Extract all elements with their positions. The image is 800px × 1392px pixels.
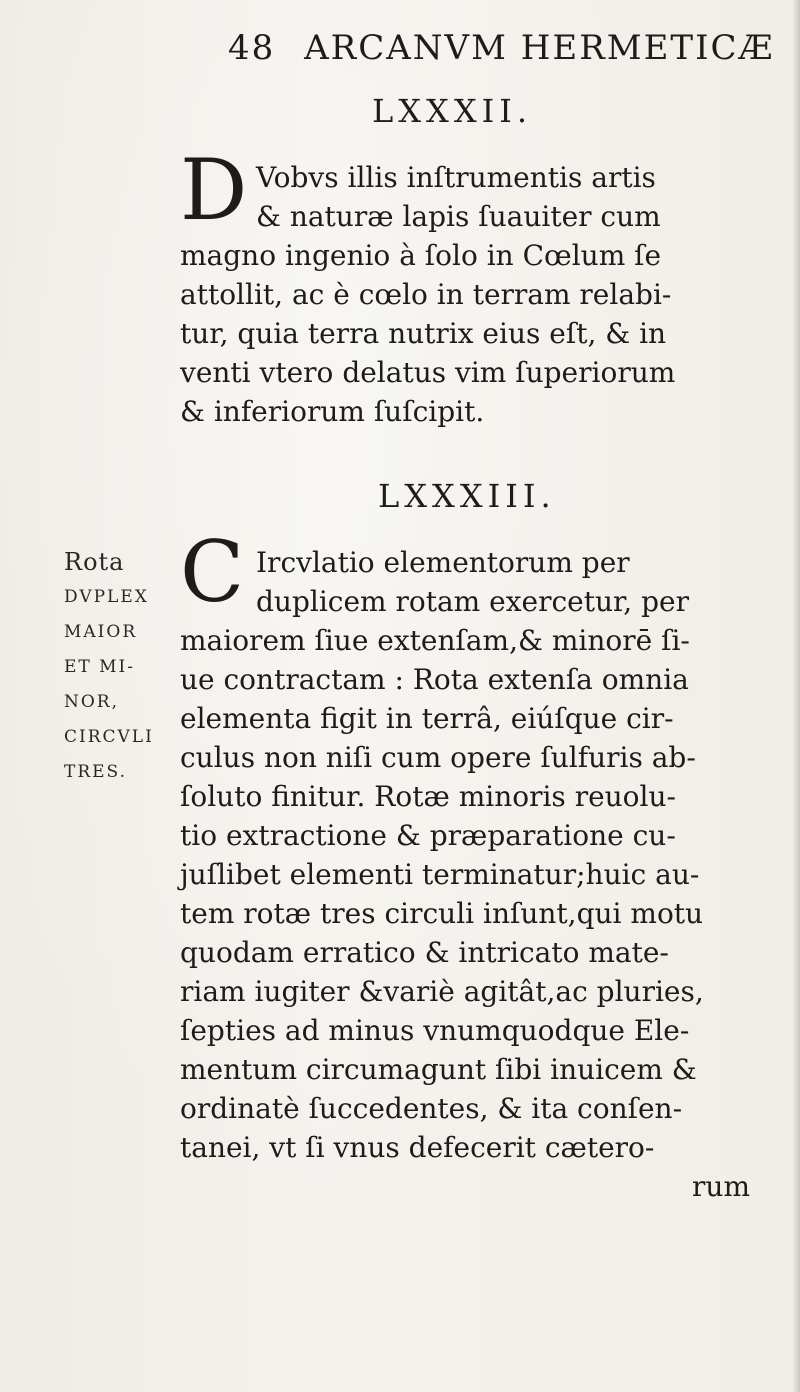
text-line: tanei, vt ſi vnus defecerit cætero-	[180, 1131, 655, 1164]
text-line: ſepties ad minus vnumquodque Ele-	[180, 1014, 690, 1047]
text-line: & naturæ lapis ſuauiter cum	[256, 200, 661, 233]
margin-note-line: NOR,	[64, 692, 120, 712]
margin-note-line: CIRCVLI	[64, 727, 154, 747]
drop-cap-initial: C	[180, 523, 245, 621]
margin-note-line: TRES.	[64, 762, 127, 782]
text-line: venti vtero delatus vim ſuperiorum	[180, 356, 676, 389]
text-line: culus non niſi cum opere ſulfuris ab-	[180, 741, 696, 774]
margin-note-line: ET MI-	[64, 657, 136, 677]
text-line: juſlibet elementi terminatur;huic au-	[180, 858, 700, 891]
margin-note-line: MAIOR	[64, 622, 138, 642]
text-line: tio extractione & præparatione cu-	[180, 819, 676, 852]
text-line: attollit, ac è cœlo in terram relabi-	[180, 278, 672, 311]
text-line: & inferiorum ſuſcipit.	[180, 395, 485, 428]
text-line: riam iugiter &variè agitât,ac pluries,	[180, 975, 704, 1008]
paragraph-lxxxiii	[180, 543, 780, 1206]
section-number: LXXXII.	[372, 92, 533, 130]
paragraph-lxxxii	[180, 158, 780, 431]
catchword: rum	[692, 1170, 750, 1203]
text-line: ue contractam : Rota extenſa omnia	[180, 663, 689, 696]
margin-note-line: DVPLEX	[64, 587, 149, 607]
text-line: duplicem rotam exercetur, per	[256, 585, 689, 618]
page-edge-shadow	[792, 0, 800, 1392]
text-line: quodam erratico & intricato mate-	[180, 936, 669, 969]
text-line: tur, quia terra nutrix eius eſt, & in	[180, 317, 667, 350]
text-line: elementa figit in terrâ, eiúſque cir-	[180, 702, 674, 735]
text-line: maiorem ſiue extenſam,& minorē ſi-	[180, 624, 690, 657]
text-line: Vobvs illis inſtrumentis artis	[256, 161, 656, 194]
text-line: mentum circumagunt ſibi inuicem &	[180, 1053, 697, 1086]
drop-cap-initial: D	[180, 141, 248, 239]
section-number: LXXXIII.	[378, 477, 556, 515]
margin-note-line: Rota	[64, 548, 125, 576]
running-title: ARCANVM HERMETICÆ	[304, 28, 775, 68]
text-line: Ircvlatio elementorum per	[256, 546, 630, 579]
marginal-note	[64, 545, 184, 790]
running-header	[228, 28, 775, 68]
text-line: ſoluto finitur. Rotæ minoris reuolu-	[180, 780, 676, 813]
text-line: ordinatè ſuccedentes, & ita conſen-	[180, 1092, 683, 1125]
text-line: magno ingenio à ſolo in Cœlum ſe	[180, 239, 662, 272]
page-number: 48	[228, 28, 276, 68]
text-line: tem rotæ tres circuli inſunt,qui motu	[180, 897, 704, 930]
